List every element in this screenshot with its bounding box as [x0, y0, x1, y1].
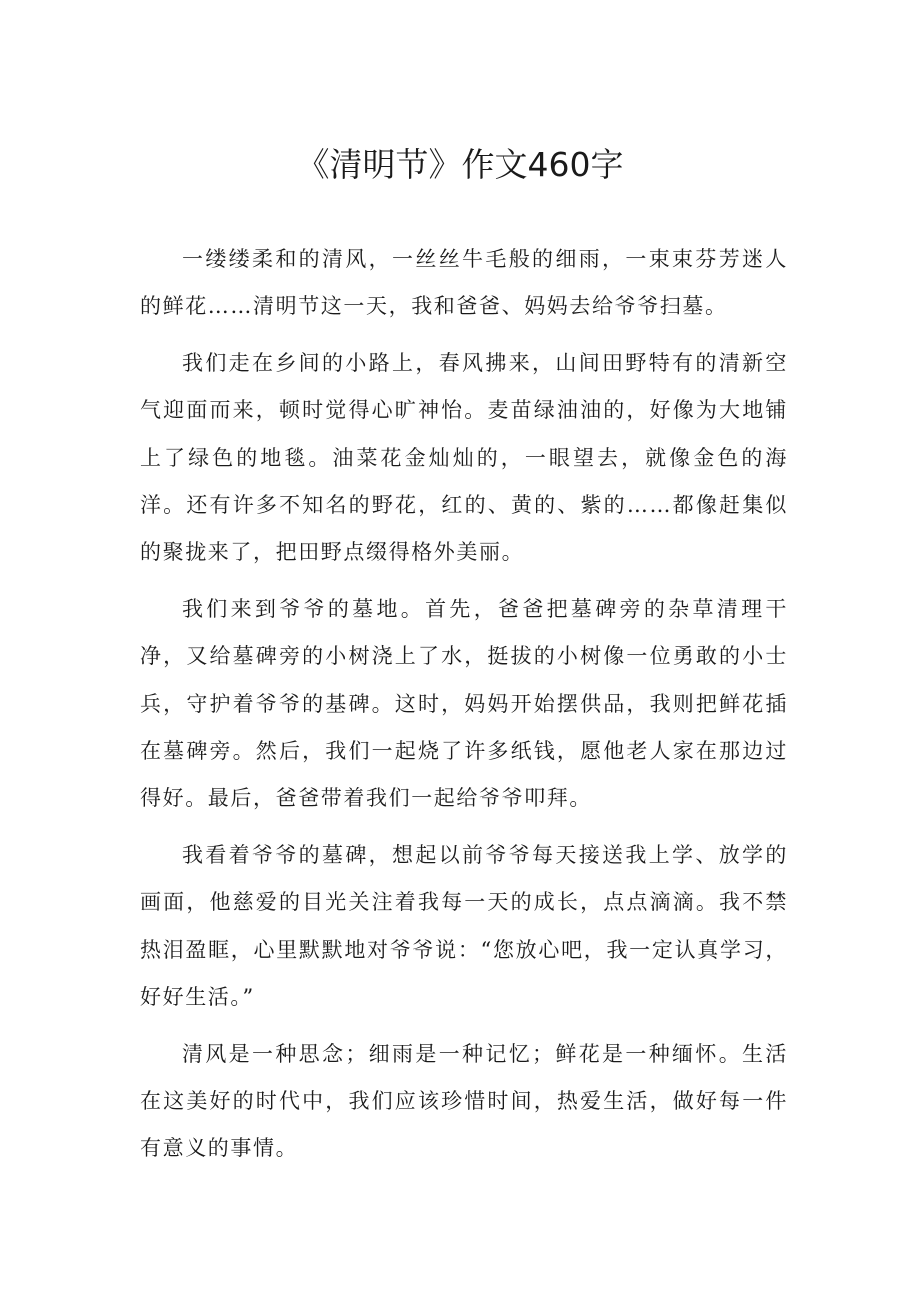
- paragraph-5: 清风是一种思念；细雨是一种记忆；鲜花是一种缅怀。生活在这美好的时代中，我们应该珍惜时间，热爱生活，做好每一件有意义的事情。: [140, 1041, 788, 1161]
- paragraph-1: 一缕缕柔和的清风，一丝丝牛毛般的细雨，一束束芬芳迷人的鲜花……清明节这一天，我和爸爸、妈妈去给爷爷扫墓。: [140, 247, 788, 319]
- document-body: [140, 236, 788, 1182]
- paragraph-4: 我看着爷爷的墓碑，想起以前爷爷每天接送我上学、放学的画面，他慈爱的目光关注着我每一天的成长，点点滴滴。我不禁热泪盈眶，心里默默地对爷爷说：“您放心吧，我一定认真学习，好好生活。”: [140, 842, 788, 1010]
- paragraph-3: 我们来到爷爷的墓地。首先，爸爸把墓碑旁的杂草清理干净，又给墓碑旁的小树浇上了水，挺拔的小树像一位勇敢的小士兵，守护着爷爷的基碑。这时，妈妈开始摆供品，我则把鲜花插在墓碑旁。然后，我们一起烧了许多纸钱，愿他老人家在那边过得好。最后，爸爸带着我们一起给爷爷叩拜。: [140, 596, 788, 811]
- document-title: 《清明节》作文460字: [296, 145, 624, 184]
- paragraph-2: 我们走在乡间的小路上，春风拂来，山间田野特有的清新空气迎面而来，顿时觉得心旷神怡。麦苗绿油油的，好像为大地铺上了绿色的地毯。油菜花金灿灿的，一眼望去，就像金色的海洋。还有许多不知名的野花，红的、黄的、紫的……都像赶集似的聚拢来了，把田野点缀得格外美丽。: [140, 350, 788, 565]
